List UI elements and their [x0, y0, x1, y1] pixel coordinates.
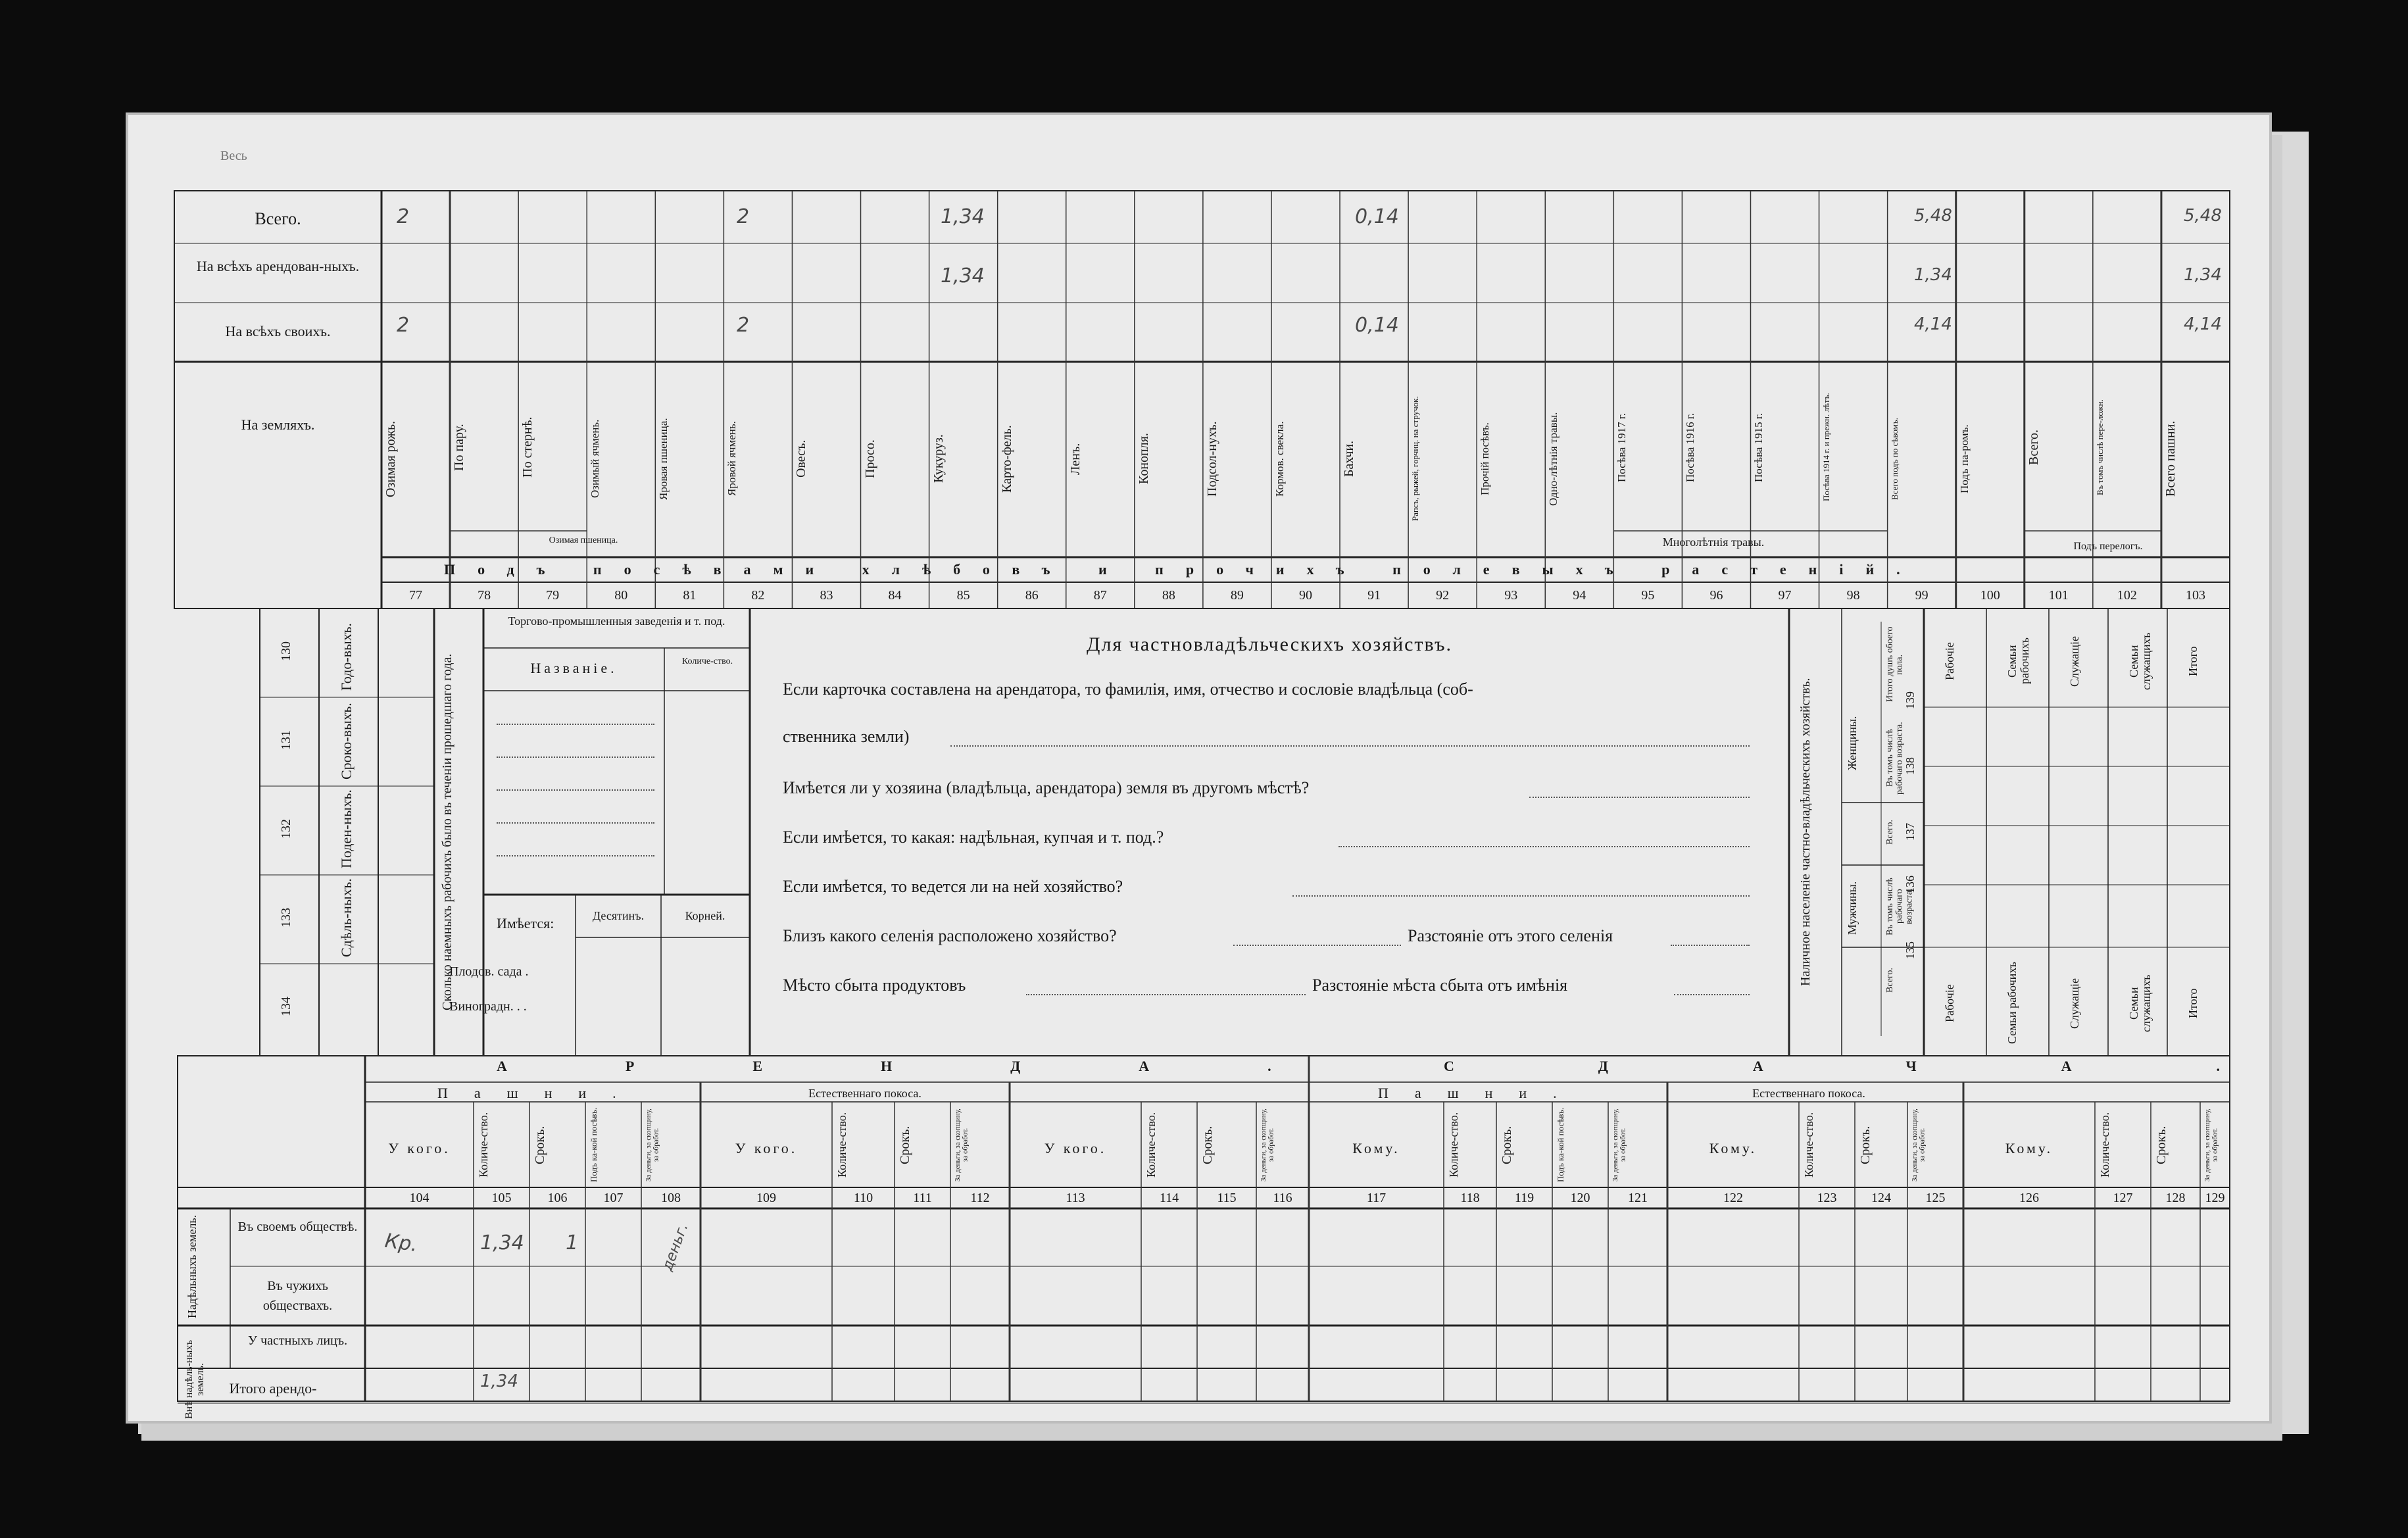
- bottom-column-header: Подъ ка-кой посѣвъ.: [589, 1107, 599, 1183]
- column-number: 89: [1230, 588, 1244, 603]
- hw-own-arable: 4,14: [2184, 314, 2222, 334]
- bottom-column-header: Срокъ.: [1858, 1126, 1873, 1164]
- hw-own-barley: 2: [737, 314, 750, 337]
- label-annual: Годо-выхъ.: [338, 623, 355, 691]
- column-number: 101: [2048, 588, 2069, 603]
- desyatin-header: Десятинъ.: [592, 909, 645, 922]
- column-number: 93: [1504, 588, 1518, 603]
- sown-banner: Подъ посѣвами хлѣбовъ и прочихъ полевыхъ растенiй.: [444, 561, 1923, 578]
- column-number: 123: [1817, 1191, 1837, 1205]
- crop-header: Яровой ячмень.: [725, 421, 739, 497]
- column-number: 121: [1628, 1191, 1648, 1205]
- men-workers: Въ томъ числѣ рабочаго возраста.: [1885, 878, 1915, 935]
- workers-title: Сколько наемныхъ рабочихъ было въ теченiи прошедшаго года.: [440, 653, 455, 1011]
- column-number: 114: [1159, 1191, 1179, 1205]
- label-piecework: Сдѣль-ныхъ.: [338, 878, 355, 957]
- crop-header: Рапсъ, рыжей, горчиц. на стручок.: [1410, 396, 1421, 522]
- population-title: Наличное населенiе частно-владѣльческихъ хозяйствъ.: [1798, 678, 1813, 987]
- column-number: 94: [1573, 588, 1586, 603]
- crop-header: Прочiй посѣвъ.: [1479, 422, 1492, 495]
- bottom-column-header: Срокъ.: [898, 1126, 912, 1164]
- crop-header: По стернѣ.: [520, 416, 535, 478]
- bottom-column-header: Срокъ.: [2154, 1126, 2169, 1164]
- column-number: 118: [1460, 1191, 1480, 1205]
- hw-own-rye: 2: [397, 314, 410, 337]
- trade-name-header: Названiе.: [530, 660, 618, 676]
- crop-header: Просо.: [862, 439, 877, 478]
- column-number: 98: [1846, 588, 1860, 603]
- column-number: 99: [1915, 588, 1929, 603]
- column-number: 79: [546, 588, 560, 603]
- bottom-column-header: Количе-ство.: [477, 1112, 490, 1178]
- form-line-6b: Разстоянiе мѣста сбыта отъ имѣнiя: [1312, 976, 1568, 995]
- total-both-sexes: Итого душъ обоего пола.: [1885, 626, 1905, 703]
- column-number: 85: [956, 588, 970, 603]
- group-allotment: Надѣльныхъ земель.: [185, 1214, 199, 1319]
- column-number: 115: [1217, 1191, 1237, 1205]
- bottom-column-header: У кого.: [1044, 1140, 1107, 1156]
- bottom-column-header: Подъ ка-кой посѣвъ.: [1556, 1107, 1565, 1183]
- population-category-top: Семьи служащихъ: [2127, 632, 2153, 690]
- hw-price: деньг.: [659, 1221, 692, 1274]
- population-column-number: 138: [1904, 757, 1917, 776]
- crop-header: Конопля.: [1136, 433, 1151, 485]
- pashni-sdacha: Пашни.: [1378, 1085, 1583, 1101]
- trade-title: Торгово-промышленныя заведенiя и т. под.: [508, 614, 725, 628]
- has-label: Имѣется:: [497, 915, 554, 931]
- crop-header: Яровая пшеница.: [657, 418, 670, 500]
- row-total-rented: Итого арендо-: [229, 1380, 317, 1397]
- bottom-column-header: Срокъ.: [1500, 1126, 1514, 1164]
- form-line-1: Если карточка составлена на арендатора, то фамилiя, имя, отчество и сословiе владѣльца (соб-: [783, 680, 1473, 699]
- population-category-top: Рабочiе: [1943, 642, 1956, 680]
- column-number: 120: [1570, 1191, 1590, 1205]
- population-category-bottom: Служащiе: [2068, 978, 2081, 1029]
- hw-total-rye: 2: [397, 205, 410, 228]
- column-number: 96: [1709, 588, 1723, 603]
- group-non-allotment: Внѣ надѣль-ныхъ земель.: [184, 1340, 206, 1420]
- perennial-label: Многолѣтнiя травы.: [1662, 535, 1765, 549]
- column-number: 108: [661, 1191, 681, 1205]
- column-number: 122: [1723, 1191, 1743, 1205]
- worker-column-number: 134: [279, 997, 293, 1016]
- column-number: 128: [2165, 1191, 2186, 1205]
- hw-total-melons: 0,14: [1355, 205, 1399, 228]
- bottom-column-header: За деньги, за скопщину, за обработ.: [1611, 1108, 1627, 1181]
- label-term: Сроко-выхъ.: [338, 703, 355, 780]
- crop-header: По пару.: [452, 424, 467, 471]
- sdacha-title: СДАЧА.: [1444, 1058, 2365, 1074]
- bottom-column-header: Кому.: [2005, 1140, 2053, 1156]
- form-line-6a: Мѣсто сбыта продуктовъ: [783, 976, 966, 995]
- form-line-5a: Близъ какого селенiя расположено хозяйство?: [783, 926, 1117, 945]
- population-category-bottom: Семьи служащихъ: [2127, 974, 2153, 1032]
- women-workers: Въ томъ числѣ рабочаго возраста.: [1885, 722, 1905, 795]
- column-number: 78: [478, 588, 491, 603]
- crop-header: Посѣва 1917 г.: [1615, 412, 1629, 482]
- women-label: Женщины.: [1846, 716, 1859, 771]
- column-number: 103: [2185, 588, 2205, 603]
- label-daily: Поден-ныхъ.: [338, 789, 355, 868]
- column-number: 90: [1298, 588, 1312, 603]
- hw-lessor: Кр.: [383, 1229, 420, 1257]
- form-line-3: Если имѣется, то какая: надѣльная, купчая и т. под.?: [783, 828, 1164, 847]
- row-private: У частныхъ лицъ.: [247, 1333, 348, 1348]
- column-number: 82: [751, 588, 765, 603]
- population-category-top: Служащiе: [2068, 635, 2081, 687]
- bottom-column-header: Срокъ.: [1200, 1126, 1215, 1164]
- crop-header: Подсол-нухъ.: [1204, 421, 1219, 497]
- women-total: Всего.: [1885, 820, 1895, 845]
- column-number: 87: [1093, 588, 1107, 603]
- population-category-bottom: Рабочiе: [1943, 984, 1956, 1022]
- population-column-number: 139: [1904, 691, 1917, 710]
- bottom-table-grid: [128, 115, 2269, 1421]
- bottom-column-header: Срокъ.: [533, 1126, 547, 1164]
- arenda-title: АРЕНДА.: [497, 1058, 1390, 1074]
- column-number: 119: [1514, 1191, 1535, 1205]
- census-card: [128, 115, 2365, 1421]
- bottom-column-header: Кому.: [1352, 1140, 1400, 1156]
- crop-header: Посѣва 1914 г. и прежн. лѣтъ.: [1821, 393, 1831, 502]
- population-category-bottom: Итого: [2186, 988, 2199, 1018]
- bottom-column-header: Количе-ство.: [1447, 1112, 1460, 1178]
- hw-total-qty: 1,34: [480, 1372, 518, 1391]
- row-other-societies: Въ чужихъ обществахъ.: [262, 1279, 333, 1313]
- pokos-arenda: Естественнаго покоса.: [808, 1087, 921, 1100]
- form-line-5b: Разстоянiе отъ этого селенiя: [1408, 926, 1613, 945]
- men-label: Мужчины.: [1846, 881, 1859, 935]
- column-number: 104: [409, 1191, 430, 1205]
- column-number: 112: [970, 1191, 990, 1205]
- form-line-4: Если имѣется, то ведется ли на ней хозяйство?: [783, 877, 1123, 896]
- bottom-column-header: У кого.: [388, 1140, 451, 1156]
- population-category-top: Семьи рабочихъ: [2005, 637, 2031, 685]
- bottom-column-header: Количе-ство.: [2098, 1112, 2111, 1178]
- bottom-column-header: За деньги, за скопщину, за обработ.: [2203, 1108, 2219, 1181]
- population-category-top: Итого: [2186, 646, 2199, 676]
- column-number: 100: [1980, 588, 2000, 603]
- column-number: 86: [1025, 588, 1039, 603]
- bottom-column-header: Кому.: [1709, 1140, 1757, 1156]
- pokos-sdacha: Естественнаго покоса.: [1752, 1087, 1865, 1100]
- column-number: 92: [1436, 588, 1450, 603]
- column-number: 109: [756, 1191, 776, 1205]
- column-number: 126: [2019, 1191, 2039, 1205]
- trade-qty-header: Количе-ство.: [681, 657, 733, 666]
- private-form-title: Для частновладѣльческихъ хозяйствъ.: [1087, 633, 1452, 655]
- hw-total-corn: 1,34: [941, 205, 985, 228]
- stub-text: Весь: [220, 149, 247, 163]
- column-number: 80: [614, 588, 628, 603]
- population-category-bottom: Семьи рабочихъ: [2005, 962, 2019, 1045]
- population-column-number: 136: [1904, 876, 1917, 894]
- hw-term: 1: [566, 1231, 579, 1254]
- bottom-column-header: За деньги, за скопщину, за обработ.: [1911, 1108, 1927, 1181]
- column-number: 83: [820, 588, 833, 603]
- crop-header: Посѣва 1915 г.: [1752, 412, 1765, 482]
- bottom-column-header: У кого.: [735, 1140, 798, 1156]
- column-number: 77: [409, 588, 423, 603]
- row-label-total: Всего.: [255, 209, 301, 228]
- hw-total-arable: 5,48: [2184, 206, 2222, 226]
- crop-header: Посѣва 1916 г.: [1684, 412, 1697, 482]
- column-number: 97: [1778, 588, 1792, 603]
- form-line-1b: ственника земли): [783, 727, 910, 746]
- crop-header: Овесъ.: [794, 439, 809, 478]
- worker-column-number: 133: [279, 908, 293, 928]
- crop-header: Всего пашни.: [2163, 420, 2178, 497]
- column-number: 117: [1366, 1191, 1387, 1205]
- worker-column-number: 131: [279, 730, 293, 750]
- bottom-column-header: Количе-ство.: [1802, 1112, 1815, 1178]
- vineyard-label: Виноградн. . .: [449, 999, 527, 1014]
- bottom-column-header: За деньги, за скопщину, за обработ.: [645, 1108, 660, 1181]
- column-number: 102: [2117, 588, 2137, 603]
- column-number: 81: [683, 588, 697, 603]
- fallow-label: Подъ перелогъ.: [2073, 541, 2143, 552]
- column-number: 127: [2113, 1191, 2133, 1205]
- pashni-arenda: Пашни.: [437, 1085, 643, 1101]
- bottom-column-header: За деньги, за скопщину, за обработ.: [1260, 1108, 1275, 1181]
- hw-rented-sown: 1,34: [1914, 265, 1952, 285]
- hw-own-melons: 0,14: [1355, 314, 1399, 337]
- hw-total-sown: 5,48: [1914, 206, 1952, 226]
- column-number: 129: [2205, 1191, 2225, 1205]
- column-number: 125: [1925, 1191, 1946, 1205]
- form-line-2: Имѣется ли у хозяина (владѣльца, арендатора) земля въ другомъ мѣстѣ?: [783, 778, 1310, 797]
- column-number: 88: [1162, 588, 1175, 603]
- column-number: 124: [1871, 1191, 1891, 1205]
- hw-total-barley: 2: [737, 205, 750, 228]
- crop-header: Всего.: [2026, 429, 2041, 466]
- orchard-label: Плодов. сада .: [449, 964, 529, 979]
- crop-header: Озимая рожь.: [383, 420, 398, 497]
- worker-column-number: 130: [279, 641, 293, 661]
- population-column-number: 135: [1904, 941, 1917, 960]
- crop-header: Всего подъ по сѣвомъ.: [1889, 418, 1900, 500]
- column-number: 110: [853, 1191, 873, 1205]
- column-number: 107: [603, 1191, 624, 1205]
- roots-header: Корней.: [685, 909, 725, 922]
- hw-own-sown: 4,14: [1914, 314, 1952, 334]
- row-label-rented: На всѣхъ арендован-ныхъ.: [196, 258, 360, 274]
- bottom-column-header: Количе-ство.: [1144, 1112, 1158, 1178]
- hw-quantity: 1,34: [480, 1231, 524, 1254]
- column-number: 116: [1273, 1191, 1292, 1205]
- row-own-society: Въ своемъ обществѣ.: [237, 1220, 358, 1234]
- crop-header: Кукуруз.: [931, 434, 946, 484]
- crop-header: Одно-лѣтнiя травы.: [1547, 412, 1560, 506]
- column-number: 95: [1641, 588, 1655, 603]
- row-label-own: На всѣхъ своихъ.: [225, 323, 331, 339]
- column-number: 105: [491, 1191, 512, 1205]
- crop-header: Карто-фель.: [999, 425, 1014, 493]
- crop-header: Кормов. свекла.: [1273, 421, 1286, 497]
- crop-header: Ленъ.: [1068, 443, 1083, 475]
- bottom-column-header: Количе-ство.: [835, 1112, 848, 1178]
- worker-column-number: 132: [279, 819, 293, 839]
- column-number: 106: [547, 1191, 568, 1205]
- hw-rented-arable: 1,34: [2184, 265, 2222, 285]
- row-label-lands: На земляхъ.: [241, 416, 315, 433]
- hw-rented-corn: 1,34: [941, 264, 985, 287]
- column-number: 113: [1066, 1191, 1085, 1205]
- crop-header: Въ томъ числѣ пере-ложн.: [2094, 399, 2105, 495]
- men-total: Всего.: [1885, 968, 1895, 993]
- crop-header: Бахчи.: [1342, 440, 1357, 478]
- crop-header: Озимый ячмень.: [589, 419, 602, 499]
- column-number: 84: [888, 588, 902, 603]
- column-number: 91: [1367, 588, 1381, 603]
- population-column-number: 137: [1904, 823, 1917, 841]
- bottom-column-header: За деньги, за скопщину, за обработ.: [954, 1108, 970, 1181]
- crop-header: Подъ па-ромъ.: [1957, 424, 1971, 493]
- column-number: 111: [913, 1191, 932, 1205]
- winter-wheat-label: Озимая пшеница.: [549, 535, 618, 545]
